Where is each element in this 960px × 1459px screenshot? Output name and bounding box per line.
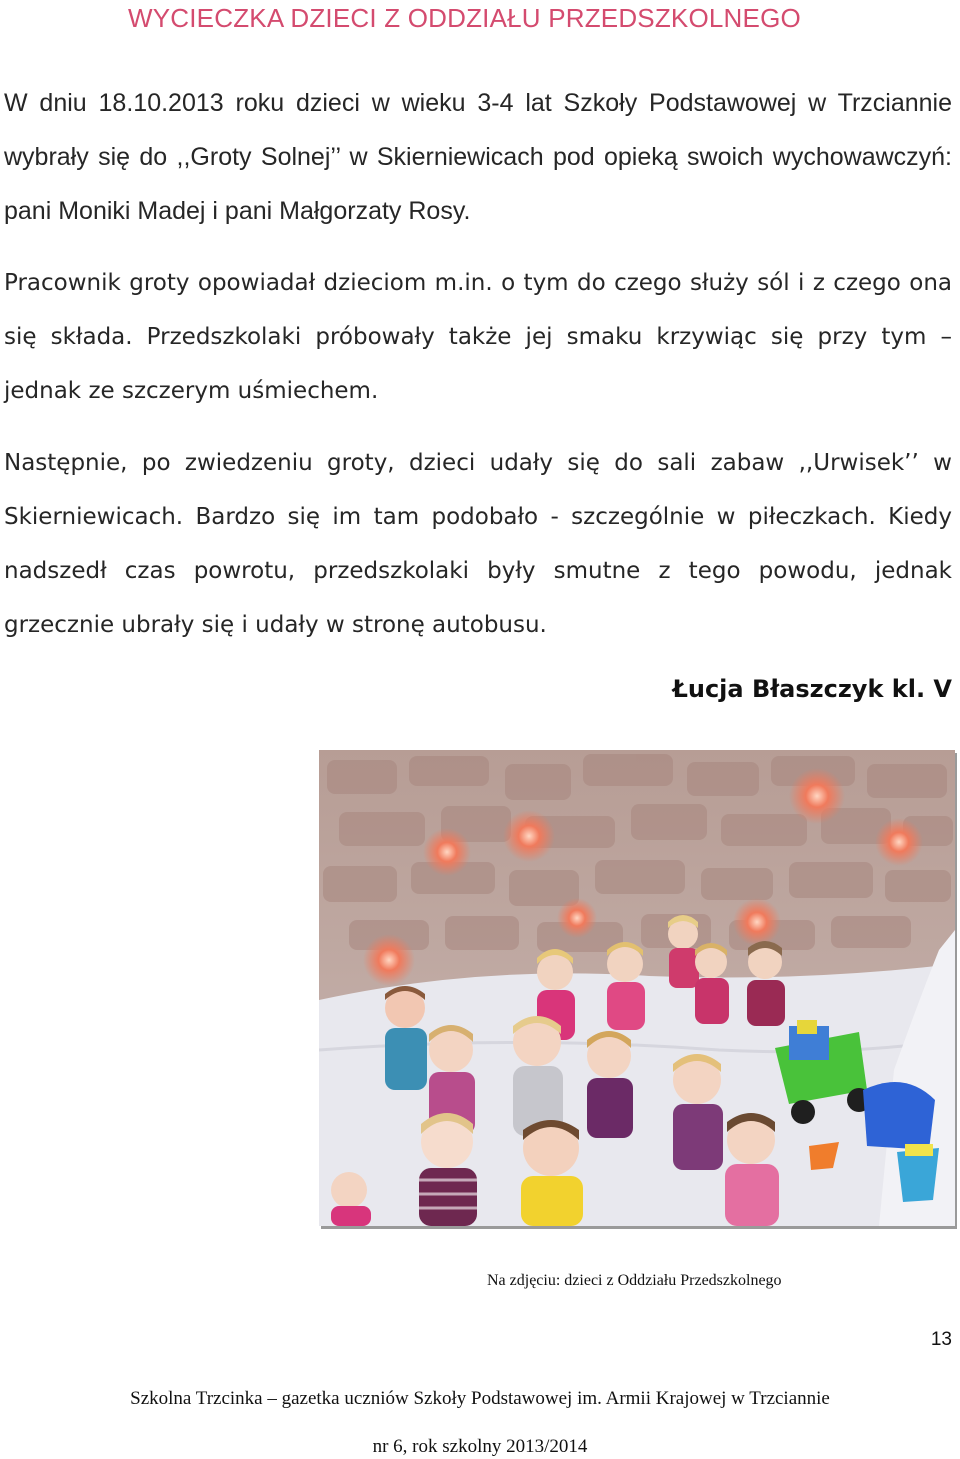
- page-number: 13: [930, 1329, 952, 1350]
- footer-issue: nr 6, rok szkolny 2013/2014: [372, 1436, 588, 1457]
- article-author: Łucja Błaszczyk kl. V: [672, 675, 952, 703]
- photo-caption: Na zdjęciu: dzieci z Oddziału Przedszkolnego: [487, 1272, 782, 1289]
- salt-cave-photo-illustration: [319, 750, 955, 1226]
- group-photo: [319, 750, 955, 1226]
- article-paragraph-1: W dniu 18.10.2013 roku dzieci w wieku 3-4 lat Szkoły Podstawowej w Trzciannie wybrały się do ,,Groty Solnej’’ w Skierniewicach pod opieką swoich wychowawczyń: pani Moniki Madej i pani Małgorzaty Rosy.: [4, 89, 952, 225]
- article-paragraph-2: Pracownik groty opowiadał dzieciom m.in. o tym do czego służy sól i z czego ona się składa. Przedszkolaki próbowały także jej smaku krzywiąc się przy tym – jednak ze szczerym uśmiechem.: [4, 270, 952, 404]
- article-paragraph-3: Następnie, po zwiedzeniu groty, dzieci udały się do sali zabaw ,,Urwisek’’ w Skierniewicach. Bardzo się im tam podobało - szczególnie w piłeczkach. Kiedy nadszedł czas powrotu, przedszkolaki były smutne z tego powodu, jednak grzecznie ubrały się i udały w stronę autobusu.: [4, 450, 952, 638]
- footer-publication: Szkolna Trzcinka – gazetka uczniów Szkoły Podstawowej im. Armii Krajowej w Trzciannie: [130, 1388, 830, 1409]
- article-title: WYCIECZKA DZIECI Z ODDZIAŁU PRZEDSZKOLNEGO: [128, 3, 801, 33]
